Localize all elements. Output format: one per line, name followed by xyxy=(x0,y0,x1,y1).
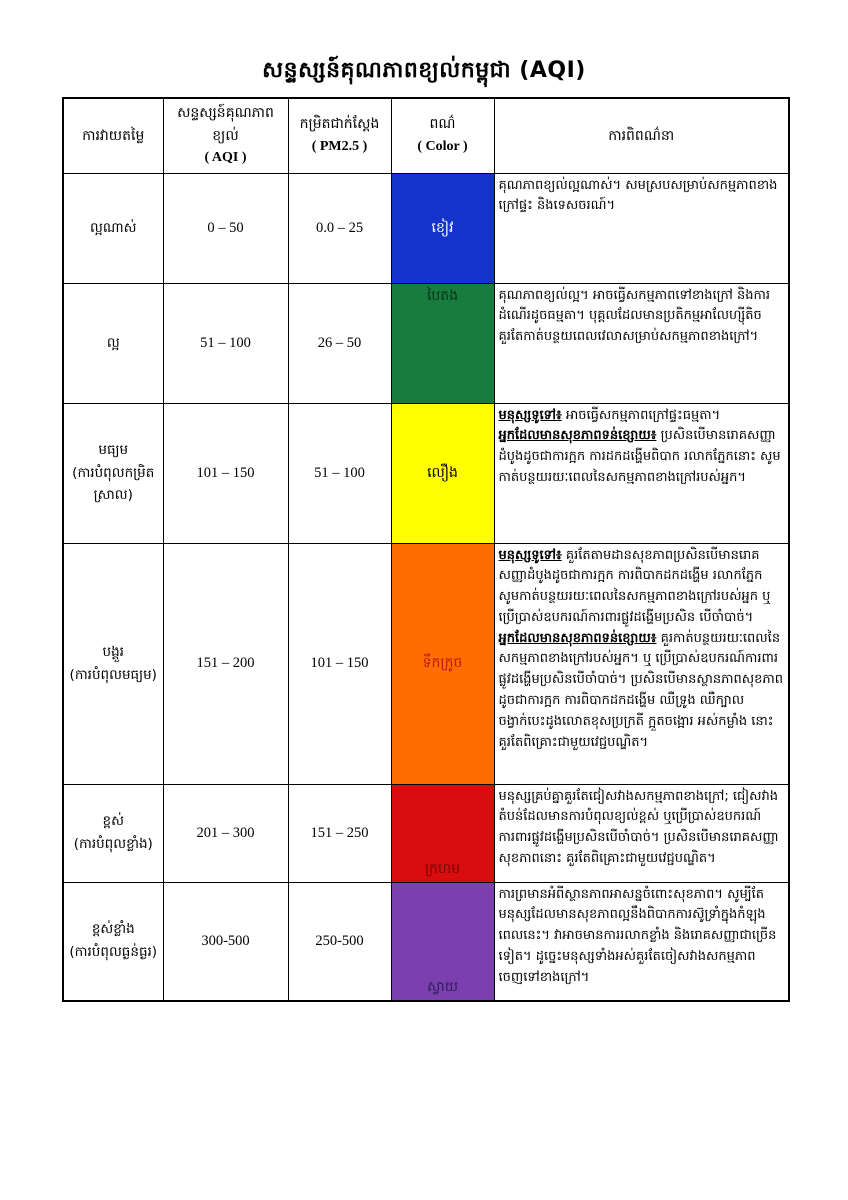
color-swatch-orange xyxy=(391,543,494,784)
aqi-range-cell: 300-500 xyxy=(163,882,288,1001)
category-cell: ល្អ xyxy=(63,283,163,403)
table-row-high xyxy=(63,784,789,882)
category-subtitle: (ការបំពុលកម្រិតស្រាល) xyxy=(72,464,155,504)
aqi-range-cell: 51 – 100 xyxy=(163,283,288,403)
color-swatch-yellow xyxy=(391,403,494,543)
aqi-table xyxy=(62,97,790,1002)
header-pm25: កម្រិតជាក់ស្តែង ( PM2.5 ) xyxy=(288,98,391,173)
color-swatch-blue xyxy=(391,173,494,283)
description-cell: ការព្រមានអំពីស្ថានភាពអាសន្នចំពោះសុខភាព។ សូម្បីតែមនុស្សដែលមានសុខភាពល្អនឹងពិបាកការស៊ូទ្រាំក្នុងកំឡុងពេលនេះ។ វាអាចមានការរលាកខ្លាំង និងរោគសញ្ញាជាច្រើនទៀត។ ដូច្នេះមនុស្សទាំងអស់គួរតែចៀសវាងសកម្មភាពចេញទៅខាងក្រៅ។ xyxy=(494,882,789,1001)
header-aqi: សន្ទស្សន៍គុណភាពខ្យល់ ( AQI ) xyxy=(163,98,288,173)
pm25-range-cell: 26 – 50 xyxy=(288,283,391,403)
description-cell: គុណភាពខ្យល់ល្អ។ អាចធ្វើសកម្មភាពទៅខាងក្រៅ និងការដំណើរដូចធម្មតា។ បុគ្គលដែលមានប្រតិកម្មអាលែហ្ស៊ីតិចគួរតែកាត់បន្ថយពេលវេលាសម្រាប់សកម្មភាពខាងក្រៅ។ xyxy=(494,283,789,403)
header-category: ការវាយតម្លៃ xyxy=(63,98,163,173)
pm25-range-cell: 0.0 – 25 xyxy=(288,173,391,283)
pm25-range-cell: 101 – 150 xyxy=(288,543,391,784)
description-cell: មនុស្សទូទៅ៖ គួរតែតាមដានសុខភាពប្រសិនបើមានរោគសញ្ញាដំបូងដូចជាការក្អក ការពិបាកដកដង្ហើម រលាកភ្នែក សូមកាត់បន្ថយរយៈពេលនៃសកម្មភាពខាងក្រៅរបស់អ្នក ឬប្រើប្រាស់ឧបករណ៍ការពារផ្លូវដង្ហើមប្រសិន បើចាំបាច់។ អ្នកដែលមានសុខភាពទន់ខ្សោយ៖ គួរកាត់បន្ថយរយៈពេលនៃសកម្មភាពខាងក្រៅរបស់អ្នក។ ឬ ប្រើប្រាស់ឧបករណ៍ការពារផ្លូវដង្ហើមប្រសិនបើចាំបាច់។ ប្រសិនបើមានស្ថានភាពសុខភាពដូចជាការក្អក ការពិបាកដកដង្ហើម ឈឺទ្រូង ឈឺក្បាល ចង្វាក់បេះដូងលោតខុសប្រក្រតី ក្អួតចង្អោរ អស់កម្លាំង នោះគួរតែពិគ្រោះជាមួយវេជ្ជបណ្ឌិត។ xyxy=(494,543,789,784)
pm25-range-cell: 51 – 100 xyxy=(288,403,391,543)
category-cell: បង្គួរ (ការបំពុលមធ្យម) xyxy=(63,543,163,784)
description-cell: មនុស្សទូទៅ៖ អាចធ្វើសកម្មភាពក្រៅផ្ទះធម្មតា។ អ្នកដែលមានសុខភាពទន់ខ្សោយ៖ ប្រសិនបើមានរោគសញ្ញាដំបូងដូចជាការក្អក ការដកដង្ហើមពិបាក រលាកភ្នែកនោះ សូមកាត់បន្ថយរយៈពេលនៃសកម្មភាពខាងក្រៅរបស់អ្នក។ xyxy=(494,403,789,543)
table-row-good xyxy=(63,283,789,403)
category-subtitle: (ការបំពុលខ្លាំង) xyxy=(73,836,153,852)
color-name-label: ទឹកក្រូច xyxy=(422,655,463,671)
color-name-label: លឿង xyxy=(427,464,458,481)
pm25-range-cell: 250-500 xyxy=(288,882,391,1001)
color-name-label: ស្វាយ xyxy=(426,979,459,995)
category-cell: ល្អណាស់ xyxy=(63,173,163,283)
color-name-label: ខៀវ xyxy=(431,219,454,236)
aqi-range-cell: 151 – 200 xyxy=(163,543,288,784)
category-subtitle: (ការបំពុលធ្ងន់ធ្ងរ) xyxy=(69,944,158,961)
color-name-label: ក្រហម xyxy=(424,860,461,877)
aqi-range-cell: 0 – 50 xyxy=(163,173,288,283)
pm25-range-cell: 151 – 250 xyxy=(288,784,391,882)
description-cell: មនុស្សគ្រប់គ្នាគួរតែជៀសវាងសកម្មភាពខាងក្រៅ; ជៀសវាងតំបន់ដែលមានការបំពុលខ្យល់ខ្ពស់ ឬប្រើប្រាស់ឧបករណ៍ការពារផ្លូវដង្ហើមប្រសិនបើចាំបាច់។ ប្រសិនបើមានរោគសញ្ញាសុខភាពនោះ គួរតែពិគ្រោះជាមួយវេជ្ជបណ្ឌិត។ xyxy=(494,784,789,882)
category-cell: មធ្យម (ការបំពុលកម្រិតស្រាល) xyxy=(63,403,163,543)
description-cell: គុណភាពខ្យល់ល្អណាស់។ សមស្របសម្រាប់សកម្មភាពខាងក្រៅផ្ទះ និងទេសចរណ៍។ xyxy=(494,173,789,283)
aqi-range-cell: 101 – 150 xyxy=(163,403,288,543)
color-name-label: បៃតង xyxy=(426,287,459,304)
color-swatch-green xyxy=(391,283,494,403)
header-color: ពណ៌ ( Color ) xyxy=(391,98,494,173)
aqi-range-cell: 201 – 300 xyxy=(163,784,288,882)
color-swatch-red xyxy=(391,784,494,882)
table-header-row xyxy=(63,98,789,173)
category-subtitle: (ការបំពុលមធ្យម) xyxy=(69,666,157,683)
table-row-medium xyxy=(63,403,789,543)
category-cell: ខ្ពស់ (ការបំពុលខ្លាំង) xyxy=(63,784,163,882)
table-row-very-high xyxy=(63,882,789,1001)
table-row-very-good xyxy=(63,173,789,283)
page-title: សន្ទស្សន៍គុណភាពខ្យល់កម្ពុជា (AQI) xyxy=(262,58,586,83)
header-description: ការពិពណ៌នា xyxy=(494,98,789,173)
table-row-moderately-polluted xyxy=(63,543,789,784)
color-swatch-purple xyxy=(391,882,494,1001)
category-cell: ខ្ពស់ខ្លាំង (ការបំពុលធ្ងន់ធ្ងរ) xyxy=(63,882,163,1001)
